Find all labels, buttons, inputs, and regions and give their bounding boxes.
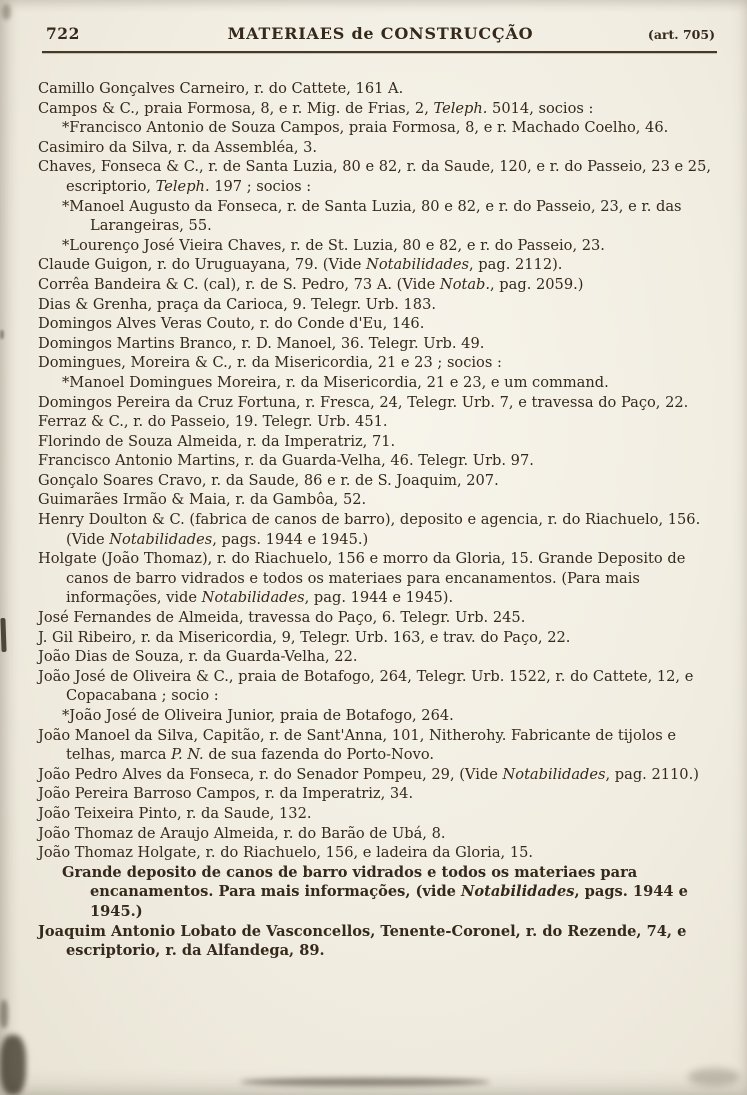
page-number: 722 [46,24,80,43]
directory-entry [38,275,717,295]
entry-text-italic: Notab. [439,275,491,293]
entry-text: *João José de Oliveira Junior, praia de Botafogo, 264. [62,707,454,724]
directory-entry [38,157,717,196]
directory-entry [38,138,717,158]
directory-entry [38,765,717,785]
directory-entry [38,393,717,413]
entry-text: J. Gil Ribeiro, r. da Misericordia, 9, Telegr. Urb. 163, e trav. do Paço, 22. [38,628,571,646]
entry-text-italic: Notabilidades [201,589,305,607]
entry-text: Dias & Grenha, praça da Carioca, 9. Telegr. Urb. 183. [38,295,437,313]
directory-entry [38,628,717,648]
directory-entry [38,99,717,119]
directory-entry [38,314,717,334]
entry-text: Domingos Martins Branco, r. D. Manoel, 36. Telegr. Urb. 49. [38,334,485,352]
entry-text: Corrêa Bandeira & C. (cal), r. de S. Pedro, 73 A. (Vide [38,275,440,293]
entry-text: , pags. 1944 e 1945.) [212,530,369,548]
entry-text: Domingos Pereira da Cruz Fortuna, r. Fresca, 24, Telegr. Urb. 7, e travessa do Paço, 22. [38,393,689,411]
entry-text: Domingos Alves Veras Couto, r. do Conde d'Eu, 146. [38,315,425,333]
entry-text: João Pereira Barroso Campos, r. da Imperatriz, 34. [38,785,414,803]
entry-text: Holgate (João Thomaz), r. do Riachuelo, 156 e morro da Gloria, 15. Grande Deposito de canos de barro vidrados e todos os materiaes para encanamentos. (Para mais informações, vide [38,550,686,607]
directory-entry [38,255,717,275]
entry-text: João Thomaz de Araujo Almeida, r. do Barão de Ubá, 8. [38,824,446,842]
directory-entry [38,824,717,844]
entry-text-italic: P. N. [171,746,204,764]
directory-entry [38,334,717,354]
entry-text: Domingues, Moreira & C., r. da Misericordia, 21 e 23 ; socios : [38,354,502,372]
directory-entry [38,79,717,99]
directory-entry [38,608,717,628]
entry-text: , pags. 1944 e 1945.) [90,883,688,920]
directory-entry [62,373,717,393]
directory-entry [38,726,717,765]
entry-text: João Dias de Souza, r. da Guarda-Velha, 22. [38,648,358,666]
directory-entry [62,706,717,726]
directory-entry [38,353,717,373]
scan-speck-left-lower [0,1000,8,1028]
entry-text: , pag. 2059.) [490,275,584,293]
entry-text: Campos & C., praia Formosa, 8, e r. Mig. de Frias, 2, [38,99,434,117]
entry-text: João Manoel da Silva, Capitão, r. de Sant'Anna, 101, Nitherohy. Fabricante de tijolos e telhas, marca [38,726,676,764]
directory-entry [38,490,717,510]
entry-text: Claude Guigon, r. do Uruguayana, 79. (Vide [38,256,367,274]
entry-text: Gonçalo Soares Cravo, r. da Saude, 86 e r. de S. Joaquim, 207. [38,471,499,489]
entry-text: 5014, socios : [487,99,594,117]
entry-text: *Manoel Domingues Moreira, r. da Misericordia, 21 e 23, e um command. [62,373,609,391]
entry-text: José Fernandes de Almeida, travessa do Paço, 6. Telegr. Urb. 245. [38,609,526,627]
entry-text: *Manoel Augusto da Fonseca, r. de Santa Luzia, 80 e 82, e r. do Passeio, 23, e r. das Larangeiras, 55. [62,197,682,235]
entry-text: Joaquim Antonio Lobato de Vasconcellos, Tenente-Coronel, r. do Rezende, 74, e escriptorio, r. da Alfandega, 89. [38,922,687,960]
page-header [0,0,747,49]
entry-text: , pag. 2110.) [605,765,699,783]
entry-text: João José de Oliveira & C., praia de Botafogo, 264, Telegr. Urb. 1522, r. do Cattete, 12, e Copacabana ; socio : [38,667,694,705]
entry-text: Camillo Gonçalves Carneiro, r. do Cattete, 161 A. [38,80,404,97]
entry-text: , pag. 1944 e 1945). [304,589,454,607]
directory-entry [38,922,717,961]
directory-entry [62,236,717,256]
entry-text-italic: Notabilidades [109,530,213,548]
entry-text: Ferraz & C., r. do Passeio, 19. Telegr. Urb. 451. [38,413,388,431]
entry-text: Francisco Antonio Martins, r. da Guarda-Velha, 46. Telegr. Urb. 97. [38,452,534,470]
directory-entry [38,843,717,863]
scan-streak-bottom-center [240,1078,490,1086]
directory-entry [38,804,717,824]
entry-text: 197 ; socios : [209,177,312,195]
entry-text: de sua fazenda do Porto-Novo. [203,746,435,764]
entry-text-italic: Notabilidades [502,765,606,783]
entry-text: Florindo de Souza Almeida, r. da Imperatriz, 71. [38,432,396,450]
directory-entry [38,667,717,706]
directory-entry [38,432,717,452]
article-reference: (art. 705) [647,27,715,42]
directory-entry [38,647,717,667]
entry-text: Guimarães Irmão & Maia, r. da Gambôa, 52. [38,491,367,509]
entry-text-italic: Notabilidades [461,883,575,901]
entry-text: Chaves, Fonseca & C., r. de Santa Luzia, 80 e 82, r. da Saude, 120, e r. do Passeio, 23 e 25, escriptorio, [38,158,711,195]
scan-shadow-bottom-right [688,1068,740,1086]
directory-entry [38,510,717,549]
entry-text: João Pedro Alves da Fonseca, r. do Senador Pompeu, 29, (Vide [38,765,503,783]
entry-text-italic: Teleph. [433,99,488,117]
scan-smudge-bottom-left [0,1035,26,1095]
entry-text: *Francisco Antonio de Souza Campos, praia Formosa, 8, e r. Machado Coelho, 46. [62,119,669,137]
entry-text: Casimiro da Silva, r. da Assembléa, 3. [38,138,318,156]
entry-text: Grande deposito de canos de barro vidrados e todos os materiaes para encanamentos. Para mais informações, (vide [62,863,638,901]
directory-entry [62,118,717,138]
directory-entry [38,412,717,432]
page-title: MATERIAES de CONSTRUCÇÃO [227,24,534,43]
entry-text-italic: Notabilidades [366,256,470,274]
entry-text: João Thomaz Holgate, r. do Riachuelo, 156, e ladeira da Gloria, 15. [38,844,534,862]
directory-entry [62,863,717,922]
entry-text: , pag. 2112). [469,256,563,274]
directory-entry [38,295,717,315]
directory-entries [0,53,747,961]
entry-text-italic: Teleph. [155,177,210,195]
directory-entry [62,197,717,236]
directory-entry [38,784,717,804]
entry-text: João Teixeira Pinto, r. da Saude, 132. [38,804,312,822]
directory-entry [38,471,717,491]
directory-entry [38,451,717,471]
entry-text: *Lourenço José Vieira Chaves, r. de St. Luzia, 80 e 82, e r. do Passeio, 23. [62,236,605,254]
entry-text: Henry Doulton & C. (fabrica de canos de barro), deposito e agencia, r. do Riachuelo, 156. (Vide [38,511,701,548]
directory-entry [38,549,717,608]
